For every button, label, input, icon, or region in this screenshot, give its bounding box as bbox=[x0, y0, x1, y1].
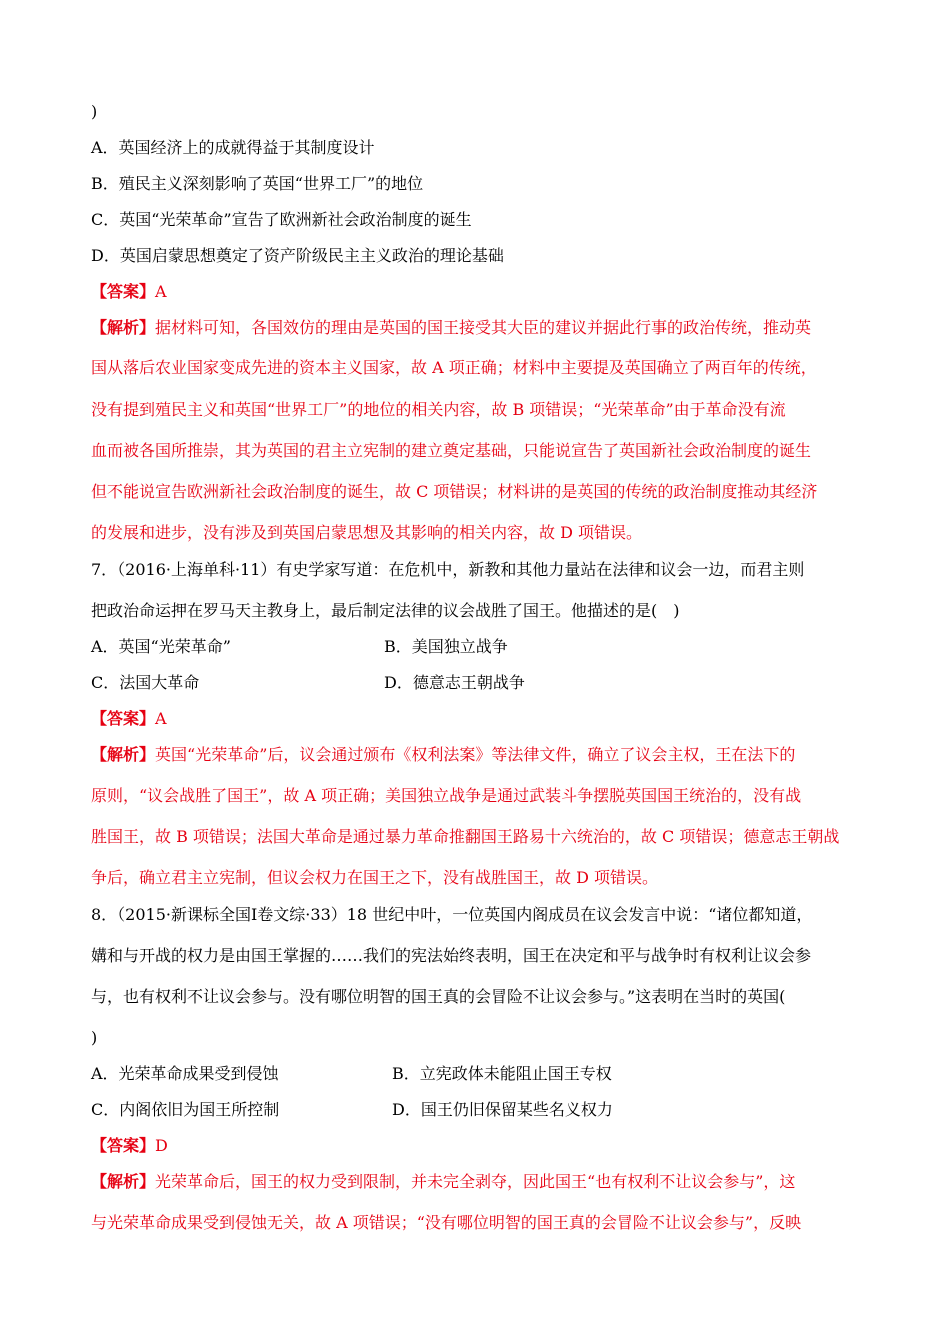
q8-option-b: B．立宪政体未能阻止国王专权 bbox=[392, 1064, 612, 1083]
q6-analysis-line-4: 血而被各国所推崇，其为英国的君主立宪制的建立奠定基础，只能说宣告了英国新社会政治制度的诞生 bbox=[91, 441, 812, 460]
analysis-tag: 【解析】 bbox=[91, 318, 156, 337]
q7-stem-line-2: 把政治命运押在罗马天主教身上，最后制定法律的议会战胜了国王。他描述的是( ) bbox=[91, 601, 680, 620]
q6-option-c: C．英国“光荣革命”宣告了欧洲新社会政治制度的诞生 bbox=[91, 210, 472, 229]
q6-option-a: A．英国经济上的成就得益于其制度设计 bbox=[91, 138, 375, 157]
q8-option-c: C．内阁依旧为国王所控制 bbox=[91, 1100, 280, 1119]
q6-option-b: B．殖民主义深刻影响了英国“世界工厂”的地位 bbox=[91, 174, 424, 193]
q6-analysis-line-2: 国从落后农业国家变成先进的资本主义国家，故 A 项正确；材料中主要提及英国确立了两百年的传统， bbox=[91, 358, 817, 377]
q8-stem-line-2: 媾和与开战的权力是由国王掌握的……我们的宪法始终表明，国王在决定和平与战争时有权利让议会参 bbox=[91, 946, 812, 965]
q8-analysis-line-2: 与光荣革命成果受到侵蚀无关，故 A 项错误；“没有哪位明智的国王真的会冒险不让议会参与”，反映 bbox=[91, 1213, 802, 1232]
answer-tag: 【答案】 bbox=[91, 282, 156, 301]
q8-stem-line-4: ) bbox=[91, 1028, 98, 1047]
q7-option-d: D．德意志王朝战争 bbox=[384, 673, 525, 692]
q6-answer bbox=[91, 282, 167, 302]
answer-value: A bbox=[155, 282, 167, 301]
q6-option-d: D．英国启蒙思想奠定了资产阶级民主主义政治的理论基础 bbox=[91, 246, 504, 265]
answer-value: D bbox=[155, 1136, 168, 1155]
answer-tag: 【答案】 bbox=[91, 1136, 156, 1155]
q8-option-a: A．光荣革命成果受到侵蚀 bbox=[91, 1064, 279, 1083]
analysis-tag: 【解析】 bbox=[91, 1172, 156, 1191]
q8-option-d: D．国王仍旧保留某些名义权力 bbox=[392, 1100, 613, 1119]
q6-analysis-line-6: 的发展和进步，没有涉及到英国启蒙思想及其影响的相关内容，故 D 项错误。 bbox=[91, 523, 643, 542]
q7-option-b: B．美国独立战争 bbox=[384, 637, 508, 656]
q7-analysis-line-2: 原则，“议会战胜了国王”，故 A 项正确；美国独立战争是通过武装斗争摆脱英国国王统治的，没有战 bbox=[91, 786, 802, 805]
q8-answer bbox=[91, 1136, 168, 1156]
q6-stem-tail: ) bbox=[91, 102, 98, 121]
q7-answer bbox=[91, 709, 167, 729]
q7-stem-line-1: 7．（2016·上海单科·11）有史学家写道：在危机中，新教和其他力量站在法律和议会一边，而君主则 bbox=[91, 560, 805, 579]
answer-tag: 【答案】 bbox=[91, 709, 156, 728]
q7-option-a: A．英国“光荣革命” bbox=[91, 637, 231, 656]
q8-stem-line-3: 与，也有权利不让议会参与。没有哪位明智的国王真的会冒险不让议会参与。”这表明在当时的英国( bbox=[91, 987, 786, 1006]
q7-option-c: C．法国大革命 bbox=[91, 673, 200, 692]
answer-value: A bbox=[155, 709, 167, 728]
q7-analysis-line-1: 【解析】英国“光荣革命”后，议会通过颁布《权利法案》等法律文件，确立了议会主权，王在法下的 bbox=[91, 745, 796, 764]
q6-analysis-line-3: 没有提到殖民主义和英国“世界工厂”的地位的相关内容，故 B 项错误；“光荣革命”由于革命没有流 bbox=[91, 400, 786, 419]
q7-analysis-line-4: 争后，确立君主立宪制，但议会权力在国王之下，没有战胜国王，故 D 项错误。 bbox=[91, 868, 659, 887]
q8-stem-line-1: 8．（2015·新课标全国Ⅰ卷文综·33）18 世纪中叶，一位英国内阁成员在议会发言中说：“诸位都知道， bbox=[91, 905, 813, 924]
q6-analysis-line-5: 但不能说宣告欧洲新社会政治制度的诞生，故 C 项错误；材料讲的是英国的传统的政治制度推动其经济 bbox=[91, 482, 818, 501]
q8-analysis-line-1: 【解析】光荣革命后，国王的权力受到限制，并未完全剥夺，因此国王“也有权利不让议会参与”，这 bbox=[91, 1172, 796, 1191]
q6-analysis-line-1: 【解析】据材料可知，各国效仿的理由是英国的国王接受其大臣的建议并据此行事的政治传统，推动英 bbox=[91, 318, 812, 337]
q7-analysis-line-3: 胜国王，故 B 项错误；法国大革命是通过暴力革命推翻国王路易十六统治的，故 C 项错误；德意志王朝战 bbox=[91, 827, 840, 846]
analysis-tag: 【解析】 bbox=[91, 745, 156, 764]
